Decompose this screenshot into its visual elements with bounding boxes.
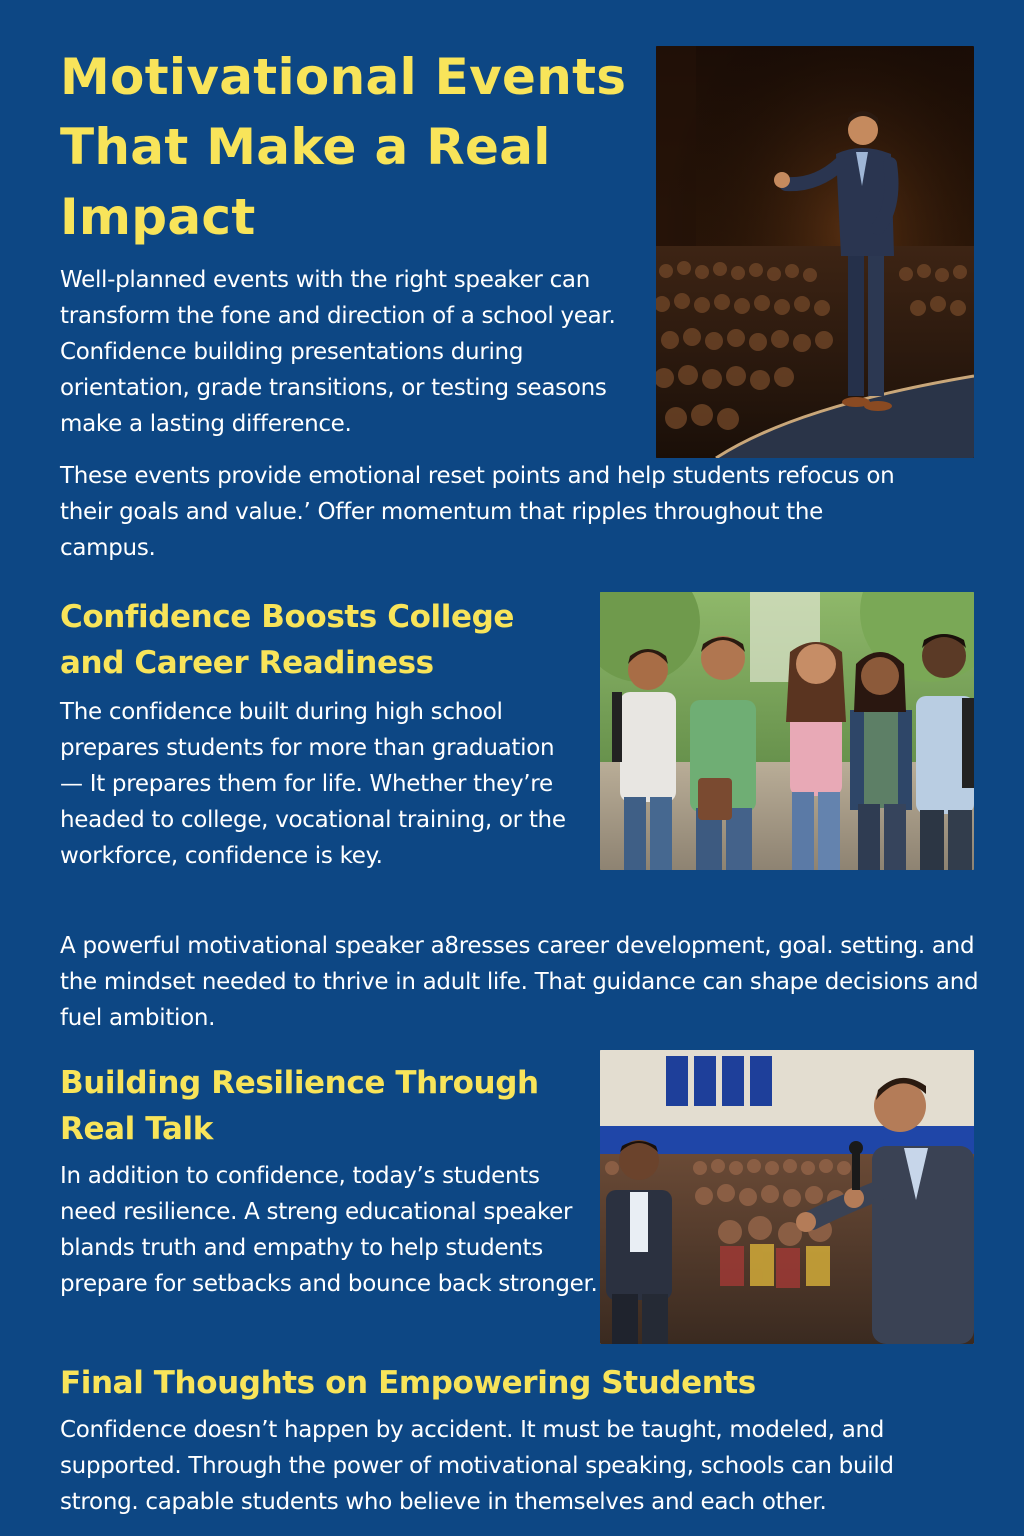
students-walking-photo [600, 592, 974, 870]
gym-speakers-photo [600, 1050, 974, 1344]
page-title: Motivational Events That Make a Real Impact [60, 48, 627, 246]
section-final-paragraph-1: Confidence doesn’t happen by accident. It must be taught, modeled, and supported. Through the power of motivational speaking, schools can build strong. capable students who believe in themselves and each other. [60, 1417, 894, 1515]
intro-paragraph-2: These events provide emotional reset points and help students refocus on their goals and value.’ Offer momentum that ripples throughout the campus. [60, 463, 895, 561]
section-career-paragraph-1: The confidence built during high school prepares students for more than graduation — It prepares them for life. Whether they’re headed to college, vocational training, or the workforce, confidence is key. [60, 699, 566, 869]
section-resilience-paragraph-1: In addition to confidence, today’s students need resilience. A streng educational speaker blands truth and empathy to help students prepare for setbacks and bounce back stronger. [60, 1163, 598, 1297]
section-heading-resilience: Building Resilience Through Real Talk [60, 1065, 539, 1147]
intro-paragraph-1: Well-planned events with the right speaker can transform the fone and direction of a school year. Confidence building presentations during orientation, grade transitions, or testing seasons make a lasting difference. [60, 267, 616, 437]
section-career-paragraph-2: A powerful motivational speaker a8resses career development, goal. setting. and the mindset needed to thrive in adult life. That guidance can shape decisions and fuel ambition. [60, 933, 979, 1031]
speaker-on-stage-photo [656, 46, 974, 458]
section-heading-final-thoughts: Final Thoughts on Empowering Students [60, 1365, 756, 1401]
section-heading-career-readiness: Confidence Boosts College and Career Readiness [60, 599, 514, 681]
